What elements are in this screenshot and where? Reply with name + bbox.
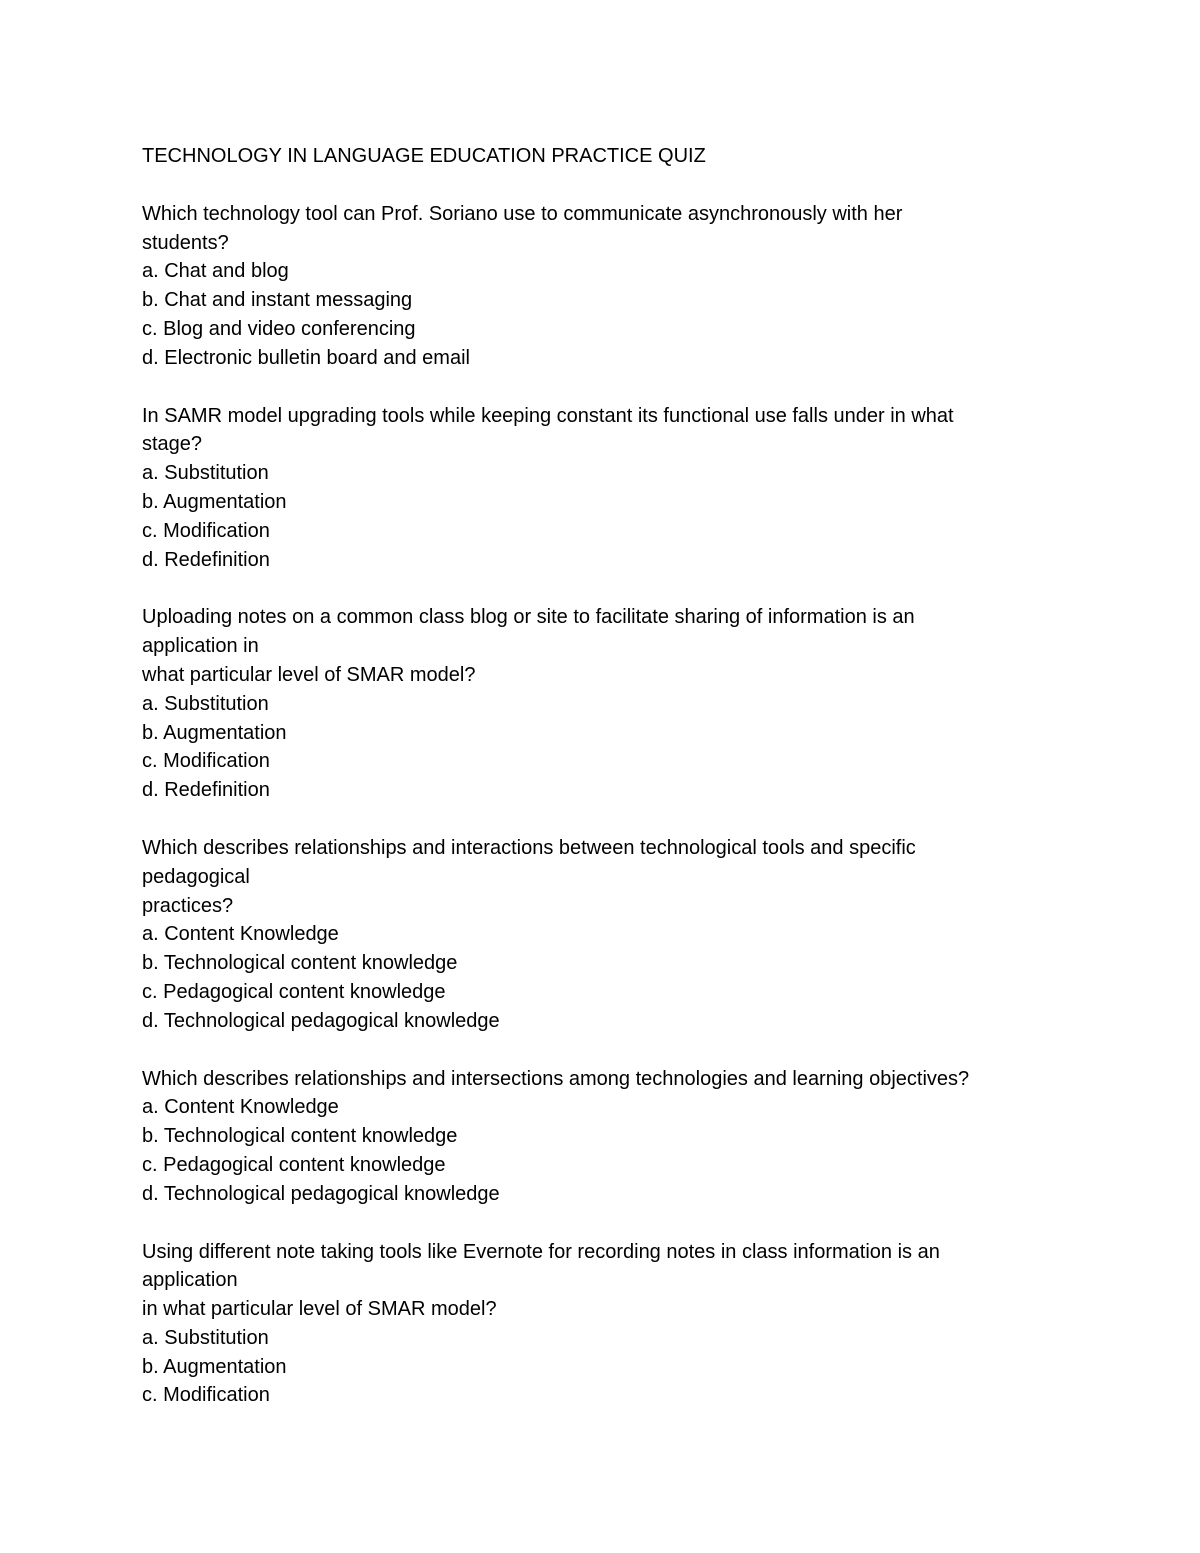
- question-3-option-a: a. Substitution: [142, 692, 269, 715]
- question-3-option-b: b. Augmentation: [142, 721, 287, 744]
- question-6-option-a: a. Substitution: [142, 1326, 269, 1349]
- question-3-stem-line-1: Uploading notes on a common class blog or site to facilitate sharing of information is an: [142, 606, 915, 629]
- document-page: [142, 142, 1062, 1439]
- question-3-stem-line-2: application in: [142, 635, 259, 658]
- question-6-stem-line-3: in what particular level of SMAR model?: [142, 1298, 497, 1321]
- question-5-option-a: a. Content Knowledge: [142, 1096, 339, 1119]
- question-4-stem-line-1: Which describes relationships and interactions between technological tools and specific: [142, 836, 916, 859]
- question-6-stem-line-2: application: [142, 1269, 238, 1292]
- question-1: [142, 200, 1062, 373]
- question-1-option-b: b. Chat and instant messaging: [142, 289, 413, 312]
- question-4-option-b: b. Technological content knowledge: [142, 952, 458, 975]
- question-3-option-c: c. Modification: [142, 750, 270, 773]
- question-2-option-c: c. Modification: [142, 519, 270, 542]
- question-4: [142, 834, 1062, 1036]
- question-3: [142, 603, 1062, 805]
- question-1-option-c: c. Blog and video conferencing: [142, 317, 416, 340]
- question-4-option-c: c. Pedagogical content knowledge: [142, 980, 446, 1003]
- question-1-stem-line-2: students?: [142, 231, 229, 254]
- question-4-stem-line-3: practices?: [142, 894, 234, 917]
- question-4-option-d: d. Technological pedagogical knowledge: [142, 1009, 500, 1032]
- question-2-option-a: a. Substitution: [142, 462, 269, 485]
- question-1-option-a: a. Chat and blog: [142, 260, 289, 283]
- question-2-option-b: b. Augmentation: [142, 490, 287, 513]
- question-1-stem-line-1: Which technology tool can Prof. Soriano use to communicate asynchronously with her: [142, 202, 903, 225]
- question-6-option-c: c. Modification: [142, 1384, 270, 1407]
- question-4-option-a: a. Content Knowledge: [142, 923, 339, 946]
- question-5-option-d: d. Technological pedagogical knowledge: [142, 1182, 500, 1205]
- question-6-option-b: b. Augmentation: [142, 1355, 287, 1378]
- question-5-option-c: c. Pedagogical content knowledge: [142, 1153, 446, 1176]
- question-4-stem-line-2: pedagogical: [142, 865, 250, 888]
- question-2-stem-line-1: In SAMR model upgrading tools while keeping constant its functional use falls under in what: [142, 404, 954, 427]
- question-5-stem-line-1: Which describes relationships and intersections among technologies and learning objectives?: [142, 1067, 970, 1090]
- question-5: [142, 1065, 1062, 1209]
- question-2-option-d: d. Redefinition: [142, 548, 270, 571]
- question-3-stem-line-3: what particular level of SMAR model?: [142, 663, 476, 686]
- question-2-stem-line-2: stage?: [142, 433, 203, 456]
- question-5-option-b: b. Technological content knowledge: [142, 1125, 458, 1148]
- question-1-option-d: d. Electronic bulletin board and email: [142, 346, 470, 369]
- question-6-stem-line-1: Using different note taking tools like Evernote for recording notes in class information is an: [142, 1240, 940, 1263]
- question-2: [142, 402, 1062, 575]
- document-title: TECHNOLOGY IN LANGUAGE EDUCATION PRACTICE QUIZ: [142, 145, 706, 167]
- question-3-option-d: d. Redefinition: [142, 779, 270, 802]
- question-6: [142, 1238, 1062, 1411]
